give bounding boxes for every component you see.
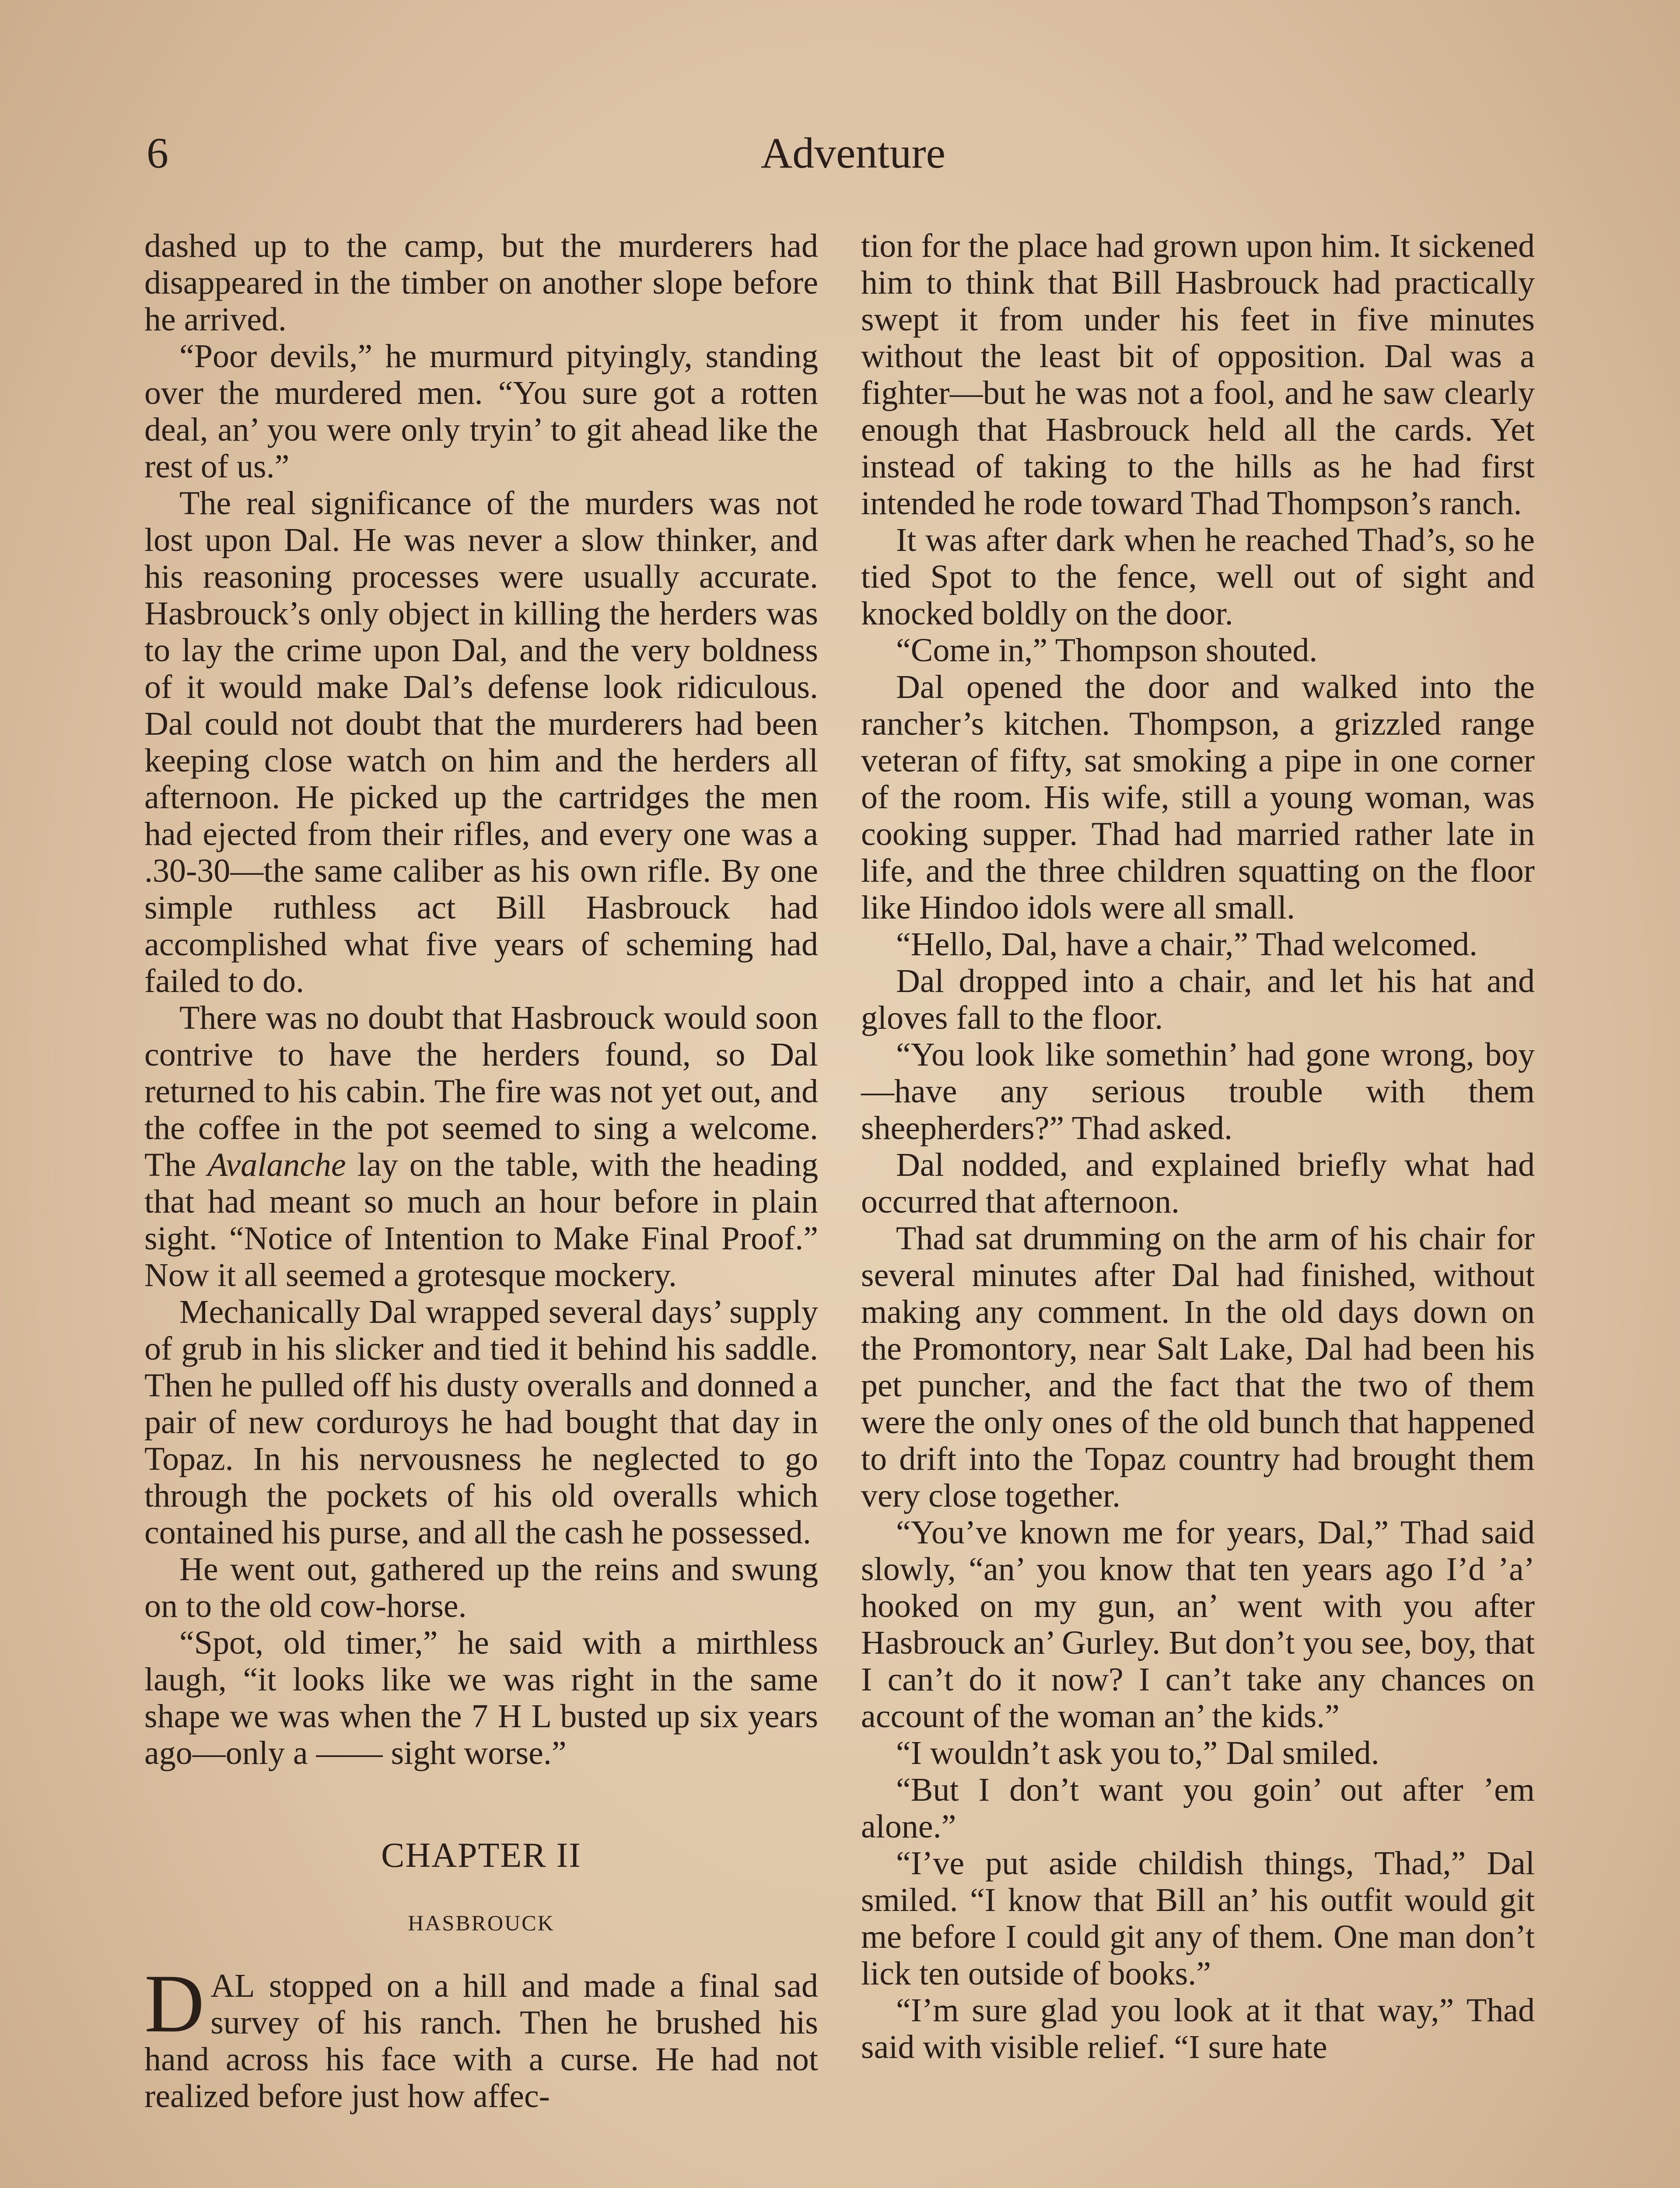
paragraph: “Hello, Dal, have a chair,” Thad welcomed. — [896, 926, 1478, 963]
right-column — [861, 228, 1535, 2065]
paragraph: tion for the place had grown upon him. It sickened him to think that Bill Hasbrouck had practically swept it from under his feet in five minutes without the least bit of opposition. Dal was a fighter—but he was not a fool, and he saw clearly enough that Hasbrouck held all the cards. Yet instead of taking to the hills as he had first intended he rode toward Thad Thompson’s ranch. — [861, 228, 1535, 522]
page-number: 6 — [147, 129, 168, 177]
paragraph: He went out, gathered up the reins and swung on to the old cow-horse. — [144, 1551, 818, 1624]
paragraph: “Poor devils,” he murmurd pityingly, standing over the murdered men. “You sure got a rotten deal, an’ you were only tryin’ to git ahead like the rest of us.” — [144, 338, 818, 485]
paragraph: Mechanically Dal wrapped several days’ supply of grub in his slicker and tied it behind his saddle. Then he pulled off his dusty overalls and donned a pair of new corduroys he had bought that day in Topaz. In his nervousness he neglected to go through the pockets of his old overalls which contained his purse, and all the cash he possessed. — [144, 1294, 818, 1551]
paragraph: “I wouldn’t ask you to,” Dal smiled. — [896, 1735, 1379, 1771]
paragraph: “I’m sure glad you look at it that way,” Thad said with visible relief. “I sure hate — [861, 1992, 1535, 2065]
drop-cap: D — [144, 1958, 205, 2050]
paragraph: “You look like somethin’ had gone wrong, boy—have any serious trouble with them sheepherders?” Thad asked. — [861, 1036, 1535, 1147]
paragraph: It was after dark when he reached Thad’s, so he tied Spot to the fence, well out of sight and knocked boldly on the door. — [861, 522, 1535, 632]
text-run: stopped on a hill and made a final sad survey of his ranch. Then he brushed his hand across his face with a curse. He had not realized before just how affec- — [144, 1967, 818, 2114]
paragraph: “I’ve put aside childish things, Thad,” Dal smiled. “I know that Bill an’ his outfit would git me before I could git any of them. One man don’t lick ten outside of books.” — [861, 1845, 1535, 1992]
chapter-heading: CHAPTER II — [381, 1836, 581, 1875]
paragraph — [144, 999, 818, 1294]
paragraph: “Come in,” Thompson shouted. — [896, 632, 1318, 669]
left-column — [144, 228, 818, 2114]
paragraph: “But I don’t want you goin’ out after ’em alone.” — [861, 1771, 1535, 1845]
paragraph: dashed up to the camp, but the murderers had disappeared in the timber on another slope before he arrived. — [144, 228, 818, 338]
paragraph: The real significance of the murders was not lost upon Dal. He was never a slow thinker, and his reasoning processes were usually accurate. Hasbrouck’s only object in killing the herders was to lay the crime upon Dal, and the very boldness of it would make Dal’s defense look ridiculous. Dal could not doubt that the murderers had been keeping close watch on him and the herders all afternoon. He picked up the cartridges the men had ejected from their rifles, and every one was a .30-30—the same caliber as his own rifle. By one simple ruthless act Bill Hasbrouck had accomplished what five years of scheming had failed to do. — [144, 485, 818, 999]
paragraph: Dal opened the door and walked into the rancher’s kitchen. Thompson, a grizzled range veteran of fifty, sat smoking a pipe in one corner of the room. His wife, still a young woman, was cooking supper. Thad had married rather late in life, and the three children squatting on the floor like Hindoo idols were all small. — [861, 669, 1535, 926]
paragraph: “You’ve known me for years, Dal,” Thad said slowly, “an’ you know that ten years ago I’d ’a’ hooked on my gun, an’ went with you after Hasbrouck an’ Gurley. But don’t you see, boy, that I can’t do it now? I can’t take any chances on account of the woman an’ the kids.” — [861, 1514, 1535, 1735]
chapter-subtitle: HASBROUCK — [408, 1911, 555, 1935]
running-title: Adventure — [760, 129, 946, 177]
paragraph — [144, 1958, 818, 2114]
drop-cap-continuation: AL — [210, 1967, 255, 2004]
text-run: lay on the table, with the heading that had meant so much an hour before in plain sight. “Notice of Intention to Make Final Proof.” Now it all seemed a grotesque mockery. — [144, 1147, 818, 1294]
text-run: There was no doubt that Hasbrouck would soon contrive to have the herders found, so Dal returned to his cabin. The fire was not yet out, and the coffee in the pot seemed to sing a welcome. The — [144, 999, 818, 1183]
paragraph: “Spot, old timer,” he said with a mirthless laugh, “it looks like we was right in the same shape we was when the 7 H L busted up six years ago—only a —— sight worse.” — [144, 1624, 818, 1771]
paragraph: Thad sat drumming on the arm of his chair for several minutes after Dal had finished, without making any comment. In the old days down on the Promontory, near Salt Lake, Dal had been his pet puncher, and the fact that the two of them were the only ones of the old bunch that happened to drift into the Topaz country had brought them very close together. — [861, 1220, 1535, 1514]
paragraph: Dal nodded, and explained briefly what had occurred that afternoon. — [861, 1147, 1535, 1220]
newspaper-title: Avalanche — [207, 1147, 346, 1183]
paragraph: Dal dropped into a chair, and let his hat and gloves fall to the floor. — [861, 963, 1535, 1036]
